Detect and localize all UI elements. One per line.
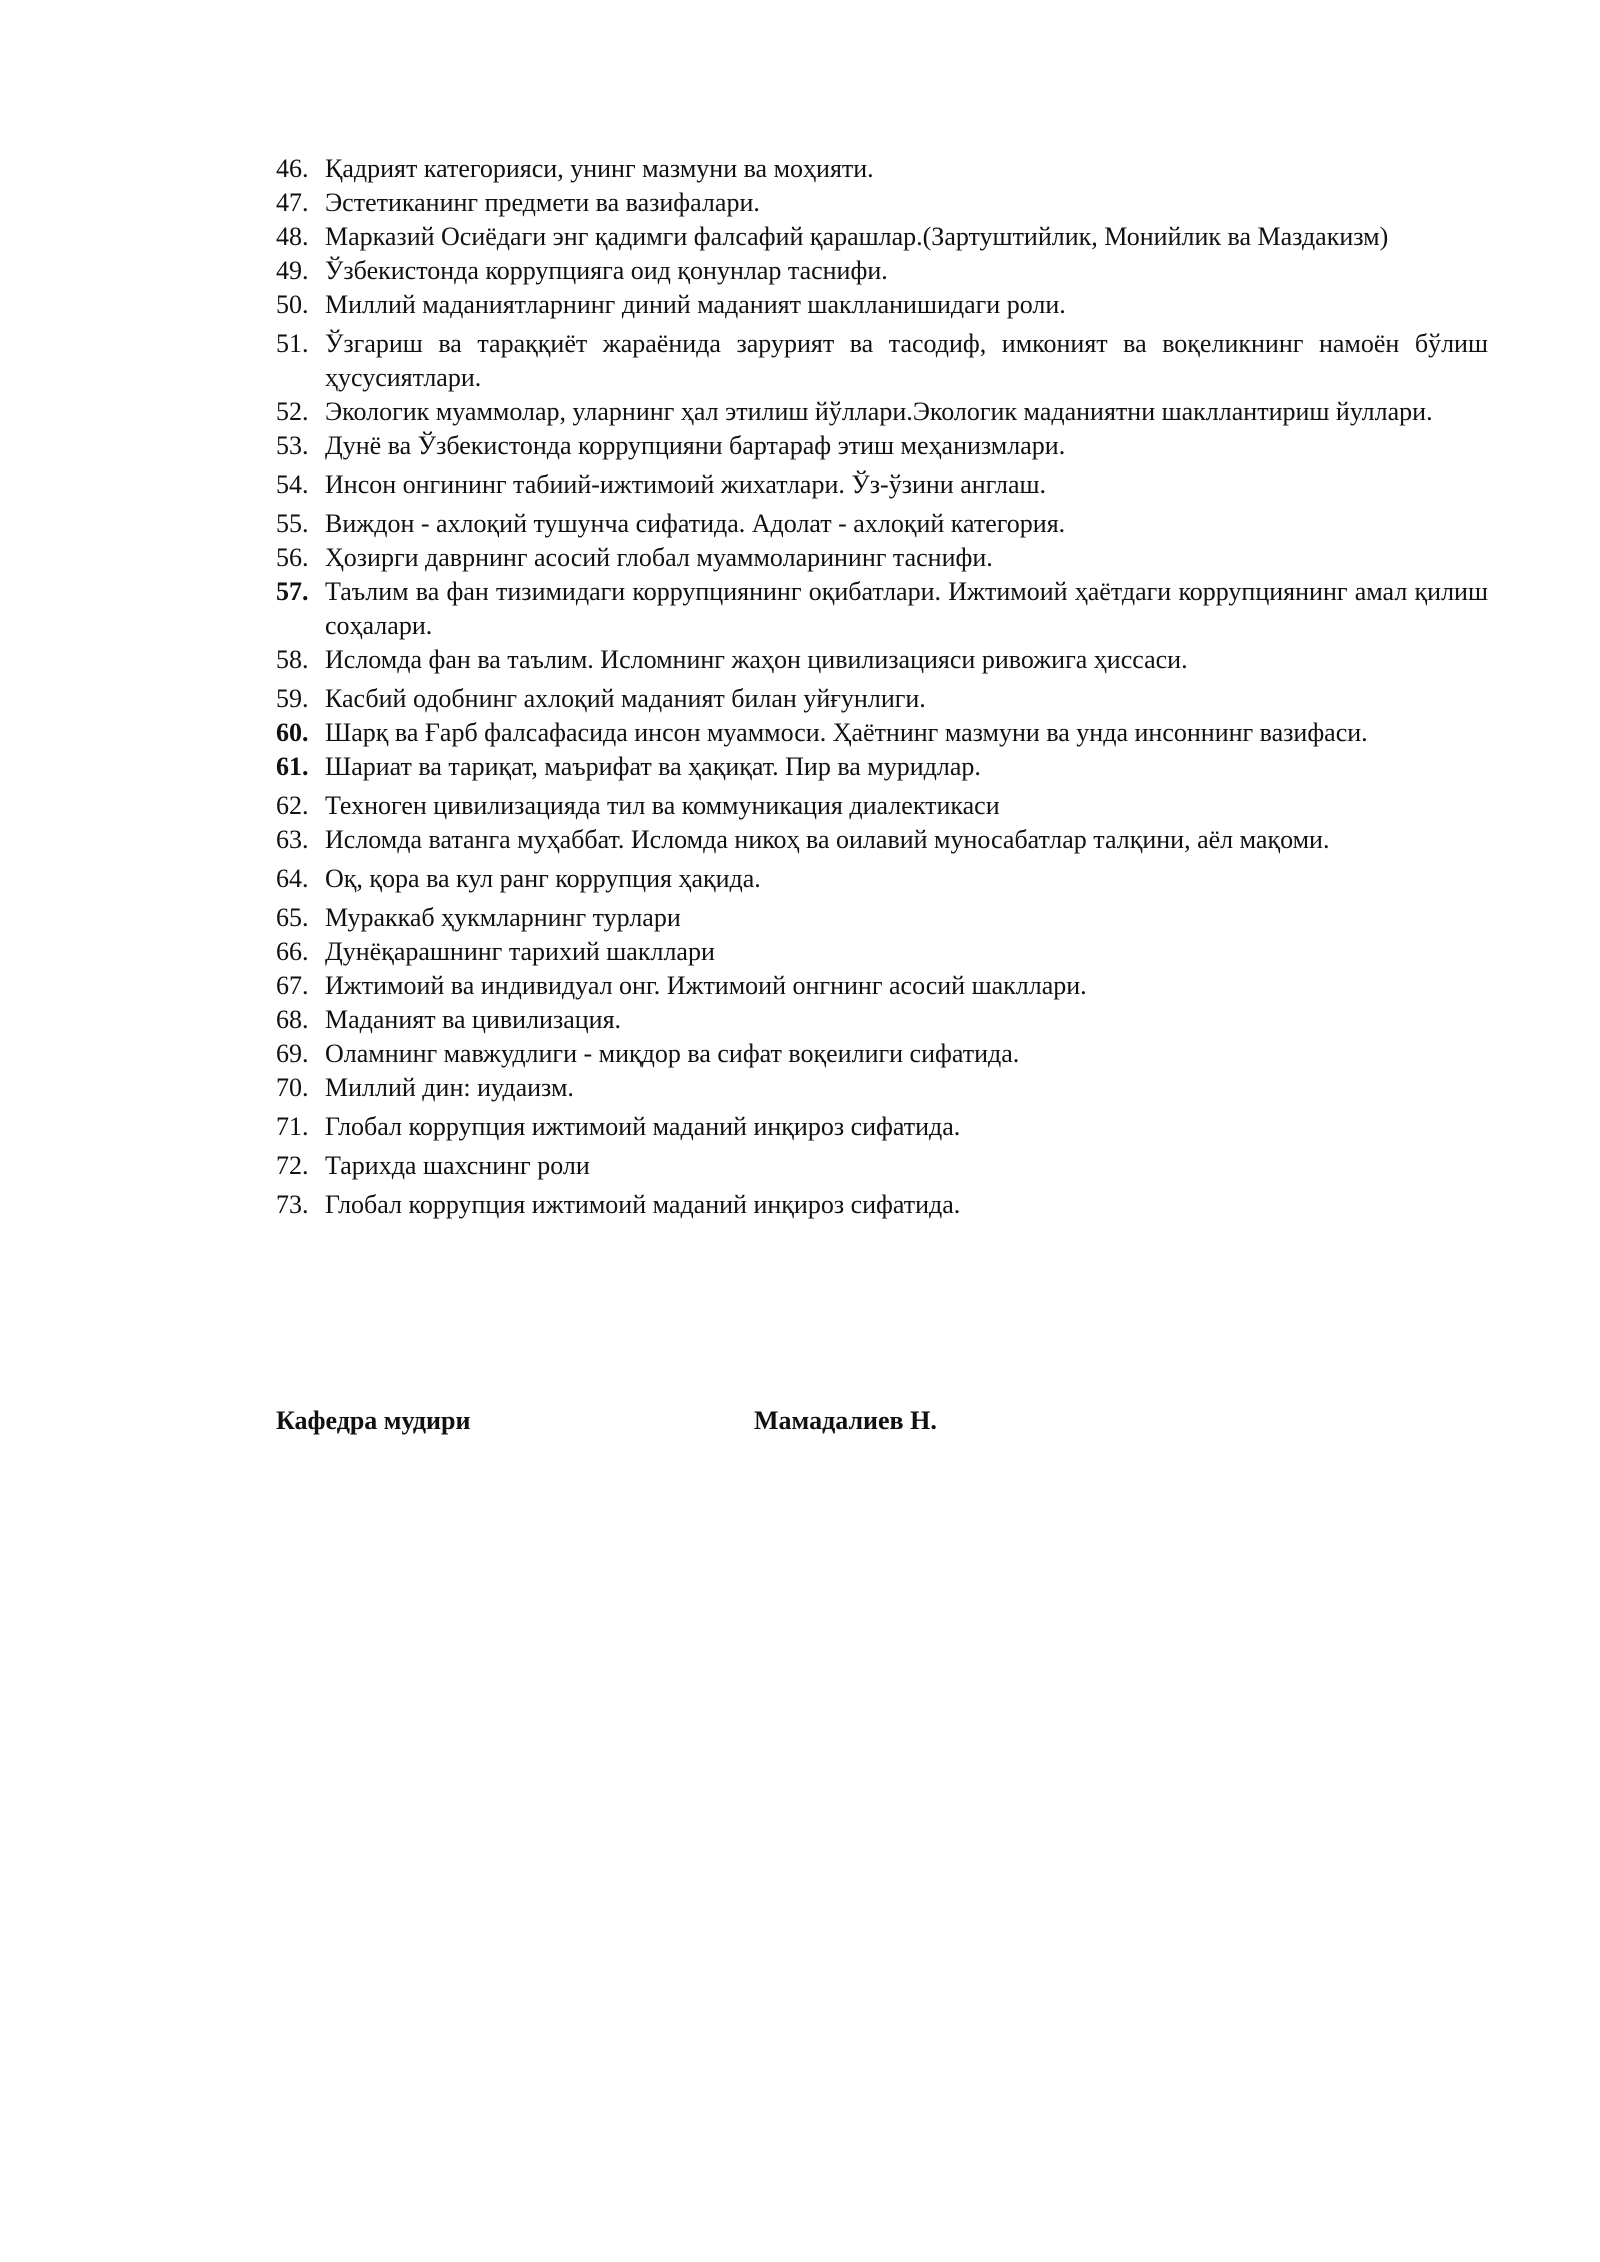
item-text: Дунё ва Ўзбекистонда коррупцияни бартараф этиш меҳанизмлари.	[325, 431, 1066, 460]
list-item	[276, 643, 1488, 677]
list-item	[276, 789, 1488, 823]
item-number: 52.	[276, 397, 309, 426]
item-number: 62.	[276, 791, 309, 820]
item-text: Техноген цивилизацияда тил ва коммуникация диалектикаси	[325, 791, 1000, 820]
item-number: 68.	[276, 1005, 309, 1034]
list-item	[276, 969, 1488, 1003]
item-number: 50.	[276, 290, 309, 319]
list-item	[276, 327, 1488, 395]
list-item	[276, 935, 1488, 969]
item-number: 60.	[276, 718, 309, 747]
item-number: 48.	[276, 222, 309, 251]
item-text: Исломда ватанга муҳаббат. Исломда никоҳ ва оилавий муносабатлар талқини, аёл мақоми.	[325, 825, 1330, 854]
list-item	[276, 682, 1488, 716]
signature-name: Мамадалиев Н.	[754, 1406, 937, 1435]
item-text: Касбий одобнинг ахлоқий маданият билан уйғунлиги.	[325, 684, 926, 713]
item-number: 59.	[276, 684, 309, 713]
list-item	[276, 1110, 1488, 1144]
question-list	[276, 152, 1488, 1222]
list-item	[276, 1149, 1488, 1183]
list-item	[276, 254, 1488, 288]
item-text: Қадрият категорияси, унинг мазмуни ва моҳияти.	[325, 154, 874, 183]
item-number: 70.	[276, 1073, 309, 1102]
list-item	[276, 541, 1488, 575]
item-number: 66.	[276, 937, 309, 966]
item-text: Дунёқарашнинг тарихий шакллари	[325, 937, 715, 966]
list-item	[276, 575, 1488, 643]
item-text: Глобал коррупция ижтимоий маданий инқироз сифатида.	[325, 1112, 961, 1141]
list-item	[276, 901, 1488, 935]
item-number: 53.	[276, 431, 309, 460]
item-text: Глобал коррупция ижтимоий маданий инқироз сифатида.	[325, 1190, 961, 1219]
list-item	[276, 288, 1488, 322]
item-number: 57.	[276, 577, 309, 606]
item-text: Шарқ ва Ғарб фалсафасида инсон муаммоси. Ҳаётнинг мазмуни ва унда инсоннинг вазифаси.	[325, 718, 1368, 747]
item-number: 71.	[276, 1112, 309, 1141]
list-item	[276, 716, 1488, 750]
item-number: 46.	[276, 154, 309, 183]
item-text: Экологик муаммолар, уларнинг ҳал этилиш йўллари.Экологик маданиятни шакллантириш йуллари.	[325, 397, 1433, 426]
item-number: 56.	[276, 543, 309, 572]
item-number: 72.	[276, 1151, 309, 1180]
item-text: Марказий Осиёдаги энг қадимги фалсафий қарашлар.(Зартуштийлик, Монийлик ва Маздакизм)	[325, 222, 1389, 251]
item-text: Шариат ва тариқат, маърифат ва ҳақиқат. Пир ва муридлар.	[325, 752, 981, 781]
item-number: 69.	[276, 1039, 309, 1068]
item-number: 63.	[276, 825, 309, 854]
list-item	[276, 220, 1488, 254]
list-item	[276, 1071, 1488, 1105]
item-number: 65.	[276, 903, 309, 932]
item-text: Исломда фан ва таълим. Исломнинг жаҳон цивилизацияси ривожига ҳиссаси.	[325, 645, 1188, 674]
item-text: Оқ, қора ва кул ранг коррупция ҳақида.	[325, 864, 761, 893]
item-number: 54.	[276, 470, 309, 499]
list-item	[276, 823, 1488, 857]
item-text: Маданият ва цивилизация.	[325, 1005, 622, 1034]
list-item	[276, 186, 1488, 220]
item-number: 49.	[276, 256, 309, 285]
item-text: Миллий маданиятларнинг диний маданият шаклланишидаги роли.	[325, 290, 1066, 319]
item-number: 55.	[276, 509, 309, 538]
item-number: 64.	[276, 864, 309, 893]
list-item	[276, 1003, 1488, 1037]
item-text: Эстетиканинг предмети ва вазифалари.	[325, 188, 760, 217]
item-number: 58.	[276, 645, 309, 674]
list-item	[276, 468, 1488, 502]
list-item	[276, 507, 1488, 541]
item-number: 73.	[276, 1190, 309, 1219]
item-text: Ўзгариш ва тараққиёт жараёнида зарурият ва тасодиф, имконият ва воқеликнинг намоён бўлиш ҳусусиятлари.	[325, 329, 1488, 392]
list-item	[276, 1188, 1488, 1222]
item-text: Мураккаб ҳукмларнинг турлари	[325, 903, 681, 932]
item-text: Ҳозирги даврнинг асосий глобал муаммоларининг таснифи.	[325, 543, 993, 572]
signature-title: Кафедра мудири	[276, 1406, 471, 1435]
item-text: Оламнинг мавжудлиги - миқдор ва сифат воқеилиги сифатида.	[325, 1039, 1020, 1068]
item-text: Ижтимоий ва индивидуал онг. Ижтимоий онгнинг асосий шакллари.	[325, 971, 1087, 1000]
item-text: Виждон - ахлоқий тушунча сифатида. Адолат - ахлоқий категория.	[325, 509, 1066, 538]
item-number: 47.	[276, 188, 309, 217]
item-text: Таълим ва фан тизимидаги коррупциянинг оқибатлари. Ижтимоий ҳаётдаги коррупциянинг амал қилиш соҳалари.	[325, 577, 1488, 640]
item-text: Миллий дин: иудаизм.	[325, 1073, 574, 1102]
list-item	[276, 395, 1488, 429]
item-number: 51.	[276, 329, 309, 358]
list-item	[276, 862, 1488, 896]
item-number: 67.	[276, 971, 309, 1000]
item-text: Ўзбекистонда коррупцияга оид қонунлар таснифи.	[325, 256, 888, 285]
item-text: Тарихда шахснинг роли	[325, 1151, 590, 1180]
item-number: 61.	[276, 752, 309, 781]
list-item	[276, 429, 1488, 463]
list-item	[276, 750, 1488, 784]
list-item	[276, 1037, 1488, 1071]
item-text: Инсон онгининг табиий-ижтимоий жихатлари. Ўз-ўзини англаш.	[325, 470, 1047, 499]
list-item	[276, 152, 1488, 186]
